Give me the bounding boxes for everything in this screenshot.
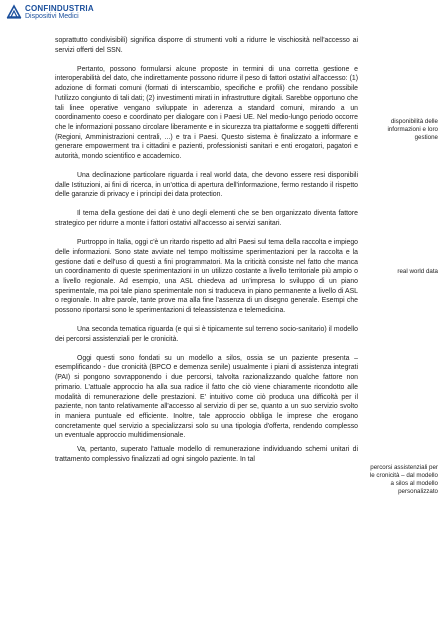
org-logo-text	[25, 4, 94, 21]
confindustria-logo-icon	[6, 4, 22, 20]
paragraph: Una seconda tematica riguarda (e qui si è tipicamente sul terreno socio-sanitario) il modello dei percorsi assistenziali per le cronicità.	[55, 326, 358, 343]
paragraph: Il tema della gestione dei dati è uno degli elementi che se ben organizzato diventa fattore strategico per ridurre a monte i fattori ostativi all'accesso ai servizi sanitari.	[55, 210, 358, 228]
paragraph: Purtroppo in Italia, oggi c'è un ritardo rispetto ad altri Paesi sul tema della raccolta e impiego delle informazioni. Sono state avviate nel tempo moltissime sperimentazioni per la raccolta e la gestione dati e dell'uso di questi a fini programmatori. Ma la criticità consiste nel fatto che manca un coordinamento di queste sperimentazioni in un utilizzo costante a livello territoriale più ampio o a livello regionale. Ad esempio, una ASL chiedeva ad un'impresa lo sviluppo di un piano sperimentale, ma poi tale piano sperimentale non si traduceva in piano permanente a livello di ASL o regionale. In altre parole, tante prove ma alla fine l'assenza di un disegno generale. Esempi che possono riportarsi sono le sperimentazioni di teleassistenza e telemedicina.	[55, 239, 358, 315]
paragraph: Oggi questi sono fondati su un modello a silos, ossia se un paziente presenta – esemplificando - due cronicità (BPCO e demenza senile) usualmente i piani di assistenza integrati (PAI) si pongono sovrapponendo i due percorsi, talvolta razionalizzando qualche fattore non primario. L'attuale approccio ha alla sua radice il fatto che ciò viene chiaramente ricondotto alle modalità di remunerazione delle prestazioni. E' intuitivo come ciò produca una difficoltà per il paziente, non tanto relativamente all'accesso al servizio di per se, quanto a un suo servizio svolto in maniera puntuale ed efficiente. Inoltre, tale approccio obbliga le imprese che erogano concretamente quel servizio a specializzarsi solo su una tipologia d'offerta, rendendo complesso un eventuale approccio multidimensionale.	[55, 354, 358, 440]
document-body	[55, 36, 358, 474]
margin-note: disponibilità delle informazioni e loro gestione	[387, 118, 438, 141]
org-name: CONFINDUSTRIA	[25, 4, 94, 13]
margin-note: percorsi assistenziali per le cronicità – dal modello a silos al modello personalizzato	[369, 464, 438, 495]
org-subtitle: Dispositivi Medici	[25, 13, 79, 20]
paragraph: Pertanto, possono formularsi alcune proposte in termini di una corretta gestione e interoperabilità del dato, che indirettamente possono ridurre il peso di fattori ostativi all'accesso: (1) adozione di formati comuni (formati di interscambio, specifiche e profili) che rendano possibile l'utilizzo congiunto di tali dati; (2) investimenti mirati in infrastrutture digitali. Sarebbe opportuno che tali linee operative vengano sviluppate in aderenza a standard comuni, mirando a un coordinamento coeso e coordinato per dialogare con i Paesi UE. Nel medio-lungo periodo occorre che le informazioni possano circolare liberamente e in sicurezza tra piattaforme e soggetti differenti (Regioni, Amministrazioni centrali, ...) e tra i Paesi. Questo sistema è finalizzato a informare e generare empowerment tra i cittadini e pazienti, professionisti sanitari e enti erogatori, pagatori e autorità, mondo scientifico e accademico.	[55, 65, 358, 161]
paragraph: soprattutto condivisibili) significa disporre di strumenti volti a ridurre le vischiosità nell'accesso ai servizi offerti del SSN.	[55, 37, 358, 54]
margin-note: real world data	[397, 268, 438, 275]
paragraph: Va, pertanto, superato l'attuale modello di remunerazione individuando schemi unitari di trattamento complessivo finalizzati ad ogni singolo paziente. In tal	[55, 446, 358, 463]
paragraph: Una declinazione particolare riguarda i real world data, che devono essere resi disponibili dalle Istituzioni, ai fini di ricerca, in un'ottica di apertura dell'informazione, fermo restando il rispetto delle garanzie di privacy e i principi dei data protection.	[55, 172, 358, 199]
